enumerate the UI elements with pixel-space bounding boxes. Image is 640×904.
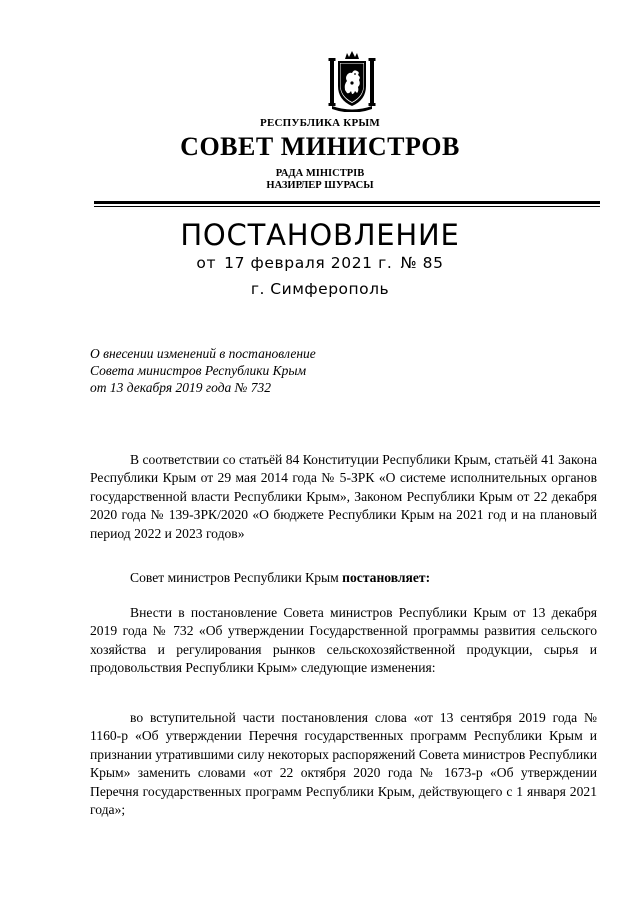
decree-subject <box>90 345 316 396</box>
header-divider-thick <box>94 201 600 204</box>
paragraph-text: Внести в постановление Совета министров Республики Крым от 13 декабря 2019 года № 732 «Об утверждении Государственной программы развития сельского хозяйства и регулирования рынков сельскохозяйственной продукции, сырья и продовольствия Республики Крым» следующие изменения: <box>90 605 597 676</box>
paragraph-text <box>90 569 597 587</box>
subject-line: О внесении изменений в постановление <box>90 346 316 361</box>
paragraph-text: во вступительной части постановления слова «от 13 сентября 2019 года № 1160-р «Об утверждении Перечня государственных программ Республики Крым и признании утратившими силу некоторых распоряжений Совета министров Республики Крым» заменить словами «от 22 октября 2020 года № 1673-р «Об утверждении Перечня государственных программ Республики Крым, действующего с 1 января 2021 года»; <box>90 710 597 818</box>
paragraph-text: В соответствии со статьёй 84 Конституции Республики Крым, статьёй 41 Закона Республики Крым от 29 мая 2014 года № 5-ЗРК «О системе исполнительных органов государственной власти Республики Крым», Законом Республики Крым от 22 декабря 2020 года № 139-ЗРК/2020 «О бюджете Республики Крым на 2021 год и на плановый период 2022 и 2023 годов» <box>90 452 597 541</box>
body-paragraph-preamble <box>90 451 597 543</box>
decree-city: г. Симферополь <box>250 280 390 298</box>
body-paragraph-preamble-change <box>90 709 597 819</box>
subject-line: от 13 декабря 2019 года № 732 <box>90 380 271 395</box>
subject-line: Совета министров Республики Крым <box>90 363 307 378</box>
council-name-ukrainian: РАДА МІНІСТРІВ <box>275 168 365 179</box>
decree-title: ПОСТАНОВЛЕНИЕ <box>180 218 460 252</box>
council-name: СОВЕТ МИНИСТРОВ <box>180 132 460 161</box>
body-paragraph-resolves <box>90 569 597 587</box>
republic-name: РЕСПУБЛИКА КРЫМ <box>260 117 380 129</box>
body-paragraph-amend <box>90 604 597 678</box>
decree-number: № 85 <box>400 254 444 272</box>
resolves-text: Совет министров Республики Крым <box>130 570 343 585</box>
decree-date-prefix: от <box>196 254 217 272</box>
decree-date-line <box>0 253 640 273</box>
decree-date: 17 февраля 2021 г. <box>224 254 393 272</box>
crimea-coat-of-arms-icon <box>327 50 377 112</box>
council-name-crimean-tatar: НАЗИРЛЕР ШУРАСЫ <box>266 180 374 191</box>
resolves-keyword: постановляет: <box>342 570 431 585</box>
header-divider-thin <box>94 206 600 207</box>
